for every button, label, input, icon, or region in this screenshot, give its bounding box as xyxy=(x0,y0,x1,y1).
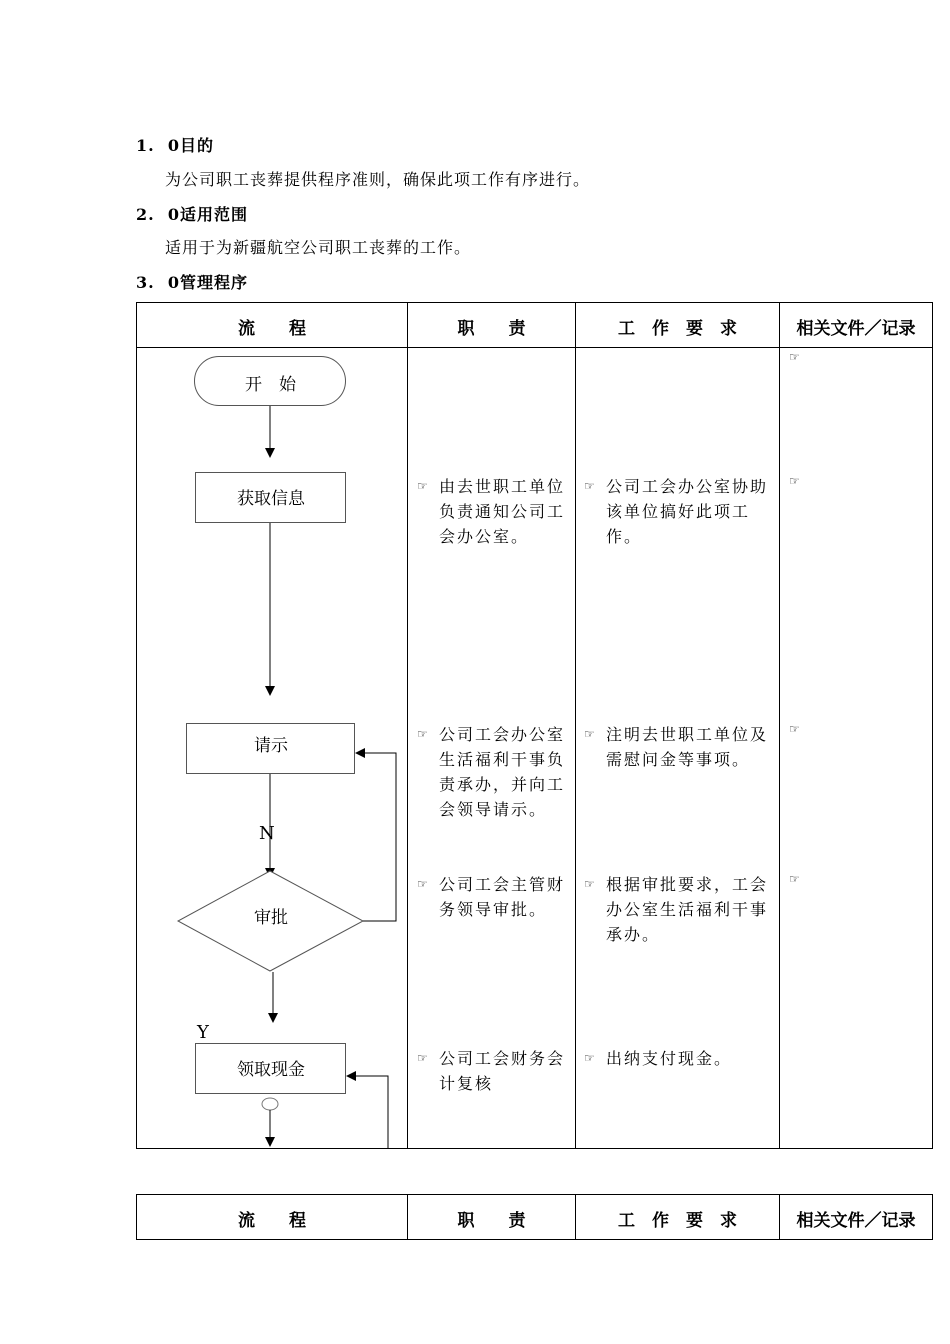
section-1-number: 1. xyxy=(136,136,155,155)
duty-text-4: 公司工会财务会计复核 xyxy=(439,1049,566,1093)
pointing-hand-icon: ☞ xyxy=(584,479,597,493)
duty-row-4 xyxy=(417,1046,569,1096)
pointing-hand-icon: ☞ xyxy=(584,727,597,741)
info-label: 获取信息 xyxy=(237,489,305,509)
pointing-hand-icon: ☞ xyxy=(789,474,800,488)
no-label: N xyxy=(259,823,275,844)
duty-row-3 xyxy=(417,872,569,922)
duty-text-2: 公司工会办公室生活福利干事负责承办，并向工会领导请示。 xyxy=(439,725,566,819)
pointing-hand-icon: ☞ xyxy=(584,1051,597,1065)
req-text-4: 出纳支付现金。 xyxy=(606,1049,733,1068)
section-3-title: 0管理程序 xyxy=(167,273,248,292)
pointing-hand-icon: ☞ xyxy=(417,1051,430,1065)
header-flow-2: 流 程 xyxy=(238,1211,306,1231)
start-label: 开 始 xyxy=(245,375,296,395)
approve-label: 审批 xyxy=(254,908,288,928)
duty-text-1: 由去世职工单位负责通知公司工会办公室。 xyxy=(439,477,566,546)
req-text-2: 注明去世职工单位及需慰问金等事项。 xyxy=(606,725,769,769)
req-row-3 xyxy=(584,872,774,947)
pointing-hand-icon: ☞ xyxy=(417,877,430,891)
duty-row-1 xyxy=(417,474,569,549)
req-row-4 xyxy=(584,1046,774,1071)
pointing-hand-icon: ☞ xyxy=(584,877,597,891)
section-2-body: 适用于为新疆航空公司职工丧葬的工作。 xyxy=(165,238,472,257)
section-2-number: 2. xyxy=(136,205,155,224)
req-text-1: 公司工会办公室协助该单位搞好此项工作。 xyxy=(606,477,769,546)
req-text-3: 根据审批要求，工会办公室生活福利干事承办。 xyxy=(606,875,769,944)
cash-label: 领取现金 xyxy=(237,1060,305,1080)
duty-text-3: 公司工会主管财务领导审批。 xyxy=(439,875,566,919)
header-duty: 职 责 xyxy=(457,319,526,339)
pointing-hand-icon: ☞ xyxy=(789,872,800,886)
section-1-title: 0目的 xyxy=(167,136,214,155)
header-requirements: 工 作 要 求 xyxy=(618,319,737,339)
header-related-docs: 相关文件／记录 xyxy=(796,319,916,339)
pointing-hand-icon: ☞ xyxy=(417,479,430,493)
pointing-hand-icon: ☞ xyxy=(789,722,800,736)
section-1-body: 为公司职工丧葬提供程序准则，确保此项工作有序进行。 xyxy=(165,170,591,189)
header-flow: 流 程 xyxy=(238,319,306,339)
header-related-docs-2: 相关文件／记录 xyxy=(796,1211,916,1231)
section-3-number: 3. xyxy=(136,273,155,292)
header-duty-2: 职 责 xyxy=(457,1211,526,1231)
req-row-2 xyxy=(584,722,774,772)
section-2-title: 0适用范围 xyxy=(167,205,248,224)
request-label: 请示 xyxy=(254,736,288,756)
pointing-hand-icon: ☞ xyxy=(417,727,430,741)
req-row-1 xyxy=(584,474,774,549)
yes-label: Y xyxy=(197,1022,209,1043)
pointing-hand-icon: ☞ xyxy=(789,350,800,364)
header-requirements-2: 工 作 要 求 xyxy=(618,1211,737,1231)
connector-circle xyxy=(262,1098,278,1110)
duty-row-2 xyxy=(417,722,569,822)
